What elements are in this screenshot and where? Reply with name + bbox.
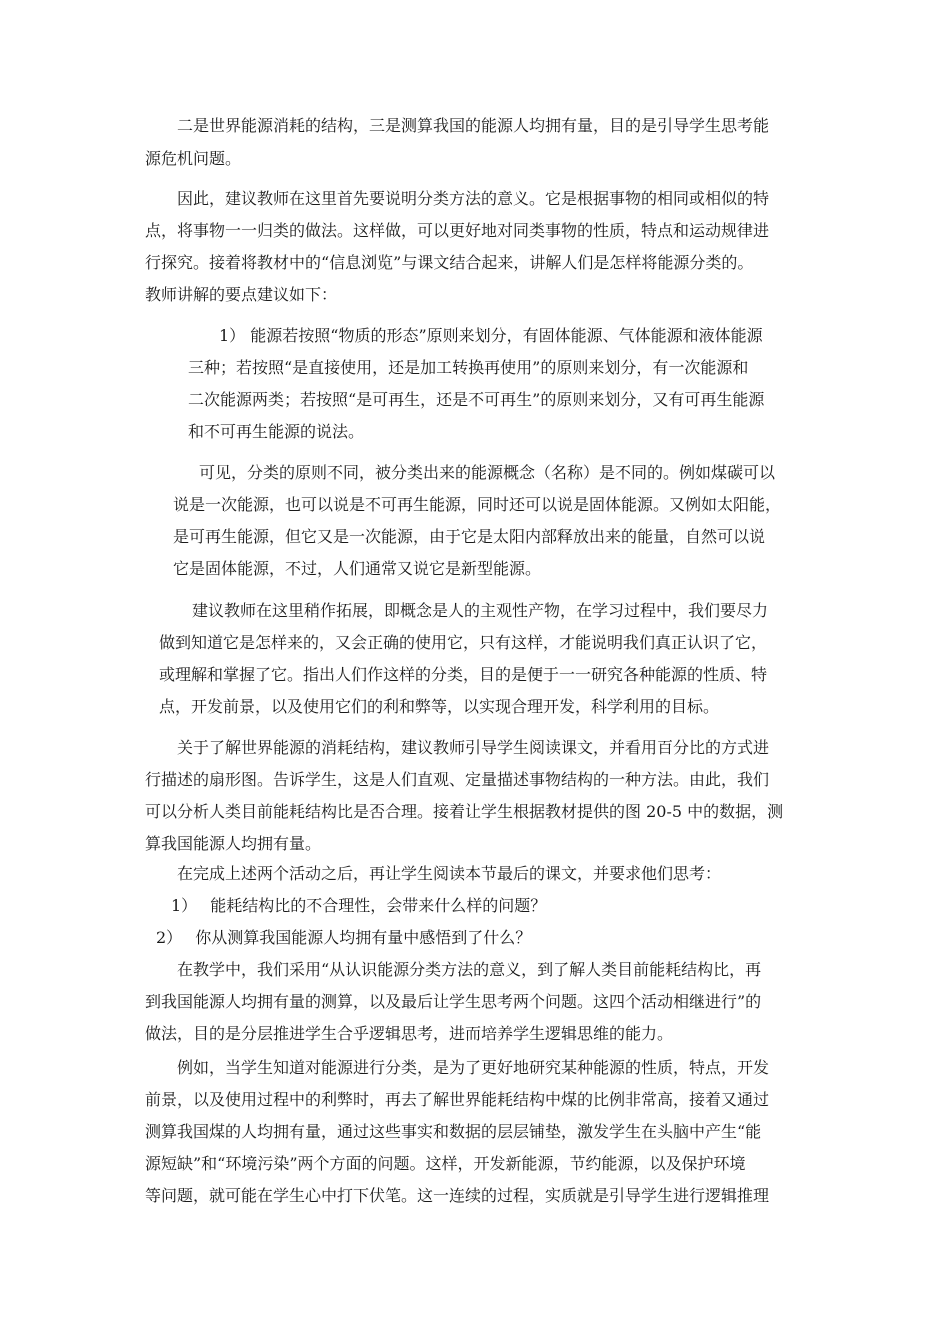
text-line: 建议教师在这里稍作拓展，即概念是人的主观性产物，在学习过程中，我们要尽力 <box>192 601 769 620</box>
text-line: 在教学中，我们采用“从认识能源分类方法的意义，到了解人类目前能耗结构比，再 <box>177 960 762 979</box>
text-line: 2） 你从测算我国能源人均拥有量中感悟到了什么？ <box>156 928 532 947</box>
text-line: 关于了解世界能源的消耗结构，建议教师引导学生阅读课文，并看用百分比的方式进 <box>177 738 770 757</box>
text-line: 点，开发前景，以及使用它们的利和弊等，以实现合理开发，科学利用的目标。 <box>159 697 720 716</box>
text-line: 说是一次能源，也可以说是不可再生能源，同时还可以说是固体能源。又例如太阳能， <box>173 495 782 514</box>
text-line: 测算我国煤的人均拥有量，通过这些事实和数据的层层铺垫，激发学生在头脑中产生“能 <box>145 1122 762 1141</box>
text-line: 行描述的扇形图。告诉学生，这是人们直观、定量描述事物结构的一种方法。由此，我们 <box>145 770 770 789</box>
text-line: 例如，当学生知道对能源进行分类，是为了更好地研究某种能源的性质，特点，开发 <box>177 1058 770 1077</box>
text-line: 二次能源两类；若按照“是可再生，还是不可再生”的原则来划分，又有可再生能源 <box>188 390 765 409</box>
text-line: 做到知道它是怎样来的，又会正确的使用它，只有这样，才能说明我们真正认识了它， <box>159 633 768 652</box>
text-line: 教师讲解的要点建议如下： <box>145 285 338 304</box>
text-line: 点，将事物一一归类的做法。这样做，可以更好地对同类事物的性质，特点和运动规律进 <box>145 221 770 240</box>
text-line: 算我国能源人均拥有量。 <box>145 834 322 853</box>
text-line: 因此，建议教师在这里首先要说明分类方法的意义。它是根据事物的相同或相似的特 <box>177 189 770 208</box>
text-line: 前景，以及使用过程中的利弊时，再去了解世界能耗结构中煤的比例非常高，接着又通过 <box>145 1090 770 1109</box>
text-line: 行探究。接着将教材中的“信息浏览”与课文结合起来，讲解人们是怎样将能源分类的。 <box>145 253 754 272</box>
text-line: 三种；若按照“是直接使用，还是加工转换再使用”的原则来划分，有一次能源和 <box>188 358 749 377</box>
text-line: 在完成上述两个活动之后，再让学生阅读本节最后的课文，并要求他们思考： <box>177 864 722 883</box>
text-line: 是可再生能源，但它又是一次能源，由于它是太阳内部释放出来的能量，自然可以说 <box>173 527 766 546</box>
text-line: 等问题，就可能在学生心中打下伏笔。这一连续的过程，实质就是引导学生进行逻辑推理 <box>145 1186 770 1205</box>
text-line: 它是固体能源，不过，人们通常又说它是新型能源。 <box>173 559 542 578</box>
text-line: 源短缺”和“环境污染”两个方面的问题。这样，开发新能源，节约能源，以及保护环境 <box>145 1154 746 1173</box>
text-line: 1） 能耗结构比的不合理性，会带来什么样的问题？ <box>171 896 547 915</box>
text-line: 源危机问题。 <box>145 149 242 168</box>
text-line: 和不可再生能源的说法。 <box>188 422 365 441</box>
text-line: 或理解和掌握了它。指出人们作这样的分类，目的是便于一一研究各种能源的性质、特 <box>159 665 768 684</box>
text-line: 二是世界能源消耗的结构，三是测算我国的能源人均拥有量，目的是引导学生思考能 <box>177 116 770 135</box>
text-line: 1） 能源若按照“物质的形态”原则来划分，有固体能源、气体能源和液体能源 <box>219 326 763 345</box>
text-line: 到我国能源人均拥有量的测算，以及最后让学生思考两个问题。这四个活动相继进行”的 <box>145 992 762 1011</box>
text-line: 可见，分类的原则不同，被分类出来的能源概念（名称）是不同的。例如煤碳可以 <box>199 463 776 482</box>
text-line: 做法，目的是分层推进学生合乎逻辑思考，进而培养学生逻辑思维的能力。 <box>145 1024 674 1043</box>
text-line: 可以分析人类目前能耗结构比是否合理。接着让学生根据教材提供的图 20-5 中的数据，测 <box>145 802 784 821</box>
